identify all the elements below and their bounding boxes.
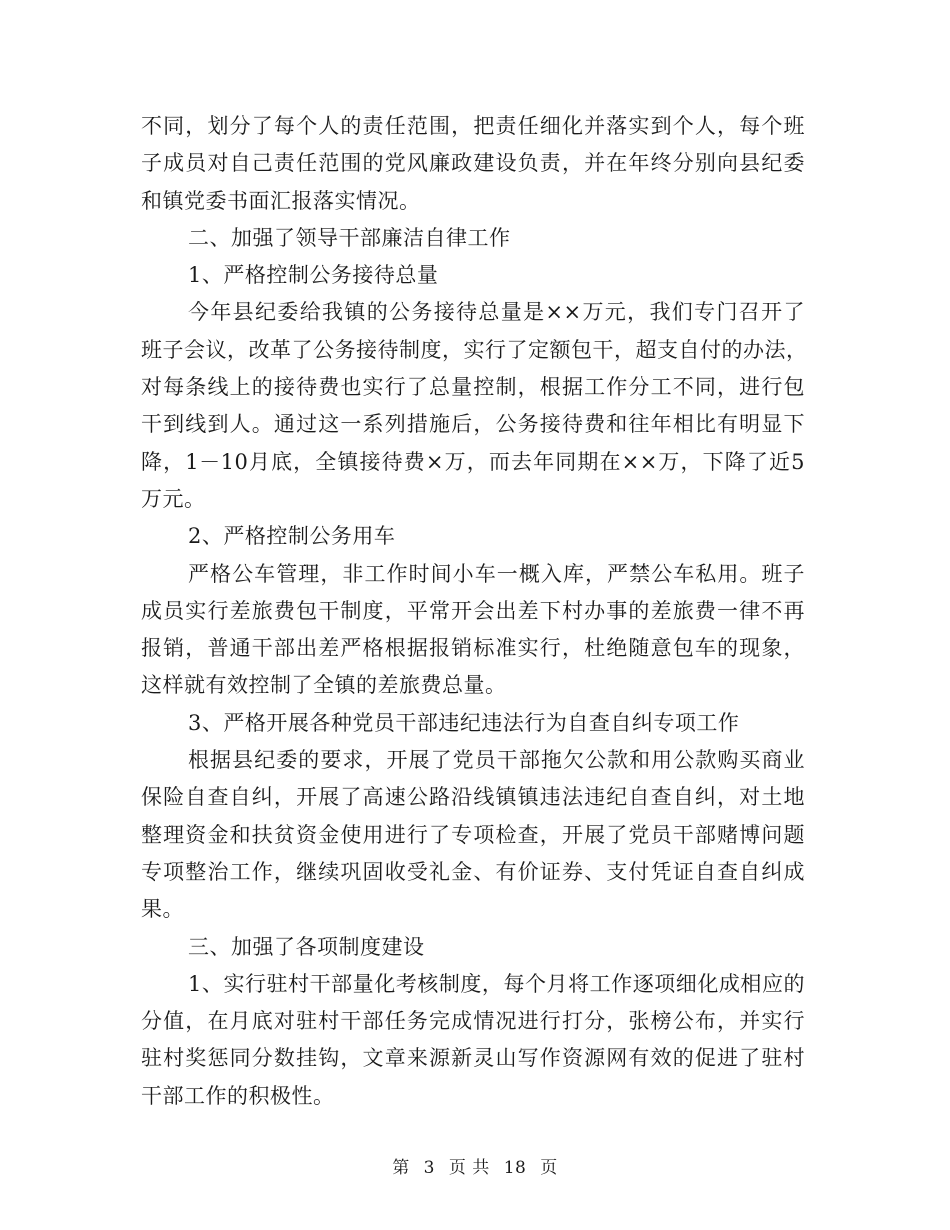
text-line: 专项整治工作，继续巩固收受礼金、有价证券、支付凭证自查自纠成 — [141, 859, 805, 884]
text-line: 严格公车管理，非工作时间小车一概入库，严禁公车私用。班子 — [188, 561, 805, 586]
text-line: 保险自查自纠，开展了高速公路沿线镇镇违法违纪自查自纠，对土地 — [141, 785, 805, 810]
footer-suffix: 页 — [540, 1158, 558, 1178]
text-line: 干到线到人。通过这一系列措施后，公务接待费和往年相比有明显下 — [141, 412, 805, 437]
text-line: 整理资金和扶贫资金使用进行了专项检查，开展了党员干部赌博问题 — [141, 822, 805, 847]
text-line: 今年县纪委给我镇的公务接待总量是××万元，我们专门召开了 — [188, 300, 805, 325]
text-line: 根据县纪委的要求，开展了党员干部拖欠公款和用公款购买商业 — [188, 748, 805, 773]
text-line: 对每条线上的接待费也实行了总量控制，根据工作分工不同，进行包 — [141, 375, 805, 400]
text-line: 成员实行差旅费包干制度，平常开会出差下村办事的差旅费一律不再 — [141, 598, 805, 623]
text-line: 三、加强了各项制度建设 — [188, 934, 425, 959]
text-line: 3、严格开展各种党员干部违纪违法行为自查自纠专项工作 — [188, 710, 740, 735]
text-line: 班子会议，改革了公务接待制度，实行了定额包干，超支自付的办法， — [141, 337, 808, 362]
footer-total-pages: 18 — [503, 1158, 527, 1178]
text-line: 子成员对自己责任范围的党风廉政建设负责，并在年终分别向县纪委 — [141, 151, 805, 176]
text-line: 2、严格控制公务用车 — [188, 524, 396, 549]
document-body — [141, 108, 808, 1115]
page-footer — [0, 1153, 950, 1178]
text-line: 这样就有效控制了全镇的差旅费总量。 — [141, 673, 507, 698]
text-line: 果。 — [141, 897, 184, 922]
footer-middle: 页 共 — [448, 1158, 490, 1178]
footer-current-page: 3 — [423, 1158, 435, 1178]
text-line: 驻村奖惩同分数挂钩，文章来源新灵山写作资源网有效的促进了驻村 — [141, 1046, 805, 1071]
text-line: 干部工作的积极性。 — [141, 1083, 335, 1108]
text-line: 不同，划分了每个人的责任范围，把责任细化并落实到个人，每个班 — [141, 114, 805, 138]
text-line: 二、加强了领导干部廉洁自律工作 — [188, 225, 511, 250]
text-line: 和镇党委书面汇报落实情况。 — [141, 188, 421, 213]
text-line: 1、实行驻村干部量化考核制度，每个月将工作逐项细化成相应的 — [188, 971, 805, 996]
footer-prefix: 第 — [392, 1158, 410, 1178]
text-line: 1、严格控制公务接待总量 — [188, 263, 439, 288]
text-line: 万元。 — [141, 486, 206, 511]
text-line: 降，1－10月底，全镇接待费×万，而去年同期在××万，下降了近5 — [141, 449, 805, 474]
text-line: 报销，普通干部出差严格根据报销标准实行，杜绝随意包车的现象， — [141, 636, 805, 661]
text-line: 分值，在月底对驻村干部任务完成情况进行打分，张榜公布，并实行 — [141, 1009, 805, 1034]
